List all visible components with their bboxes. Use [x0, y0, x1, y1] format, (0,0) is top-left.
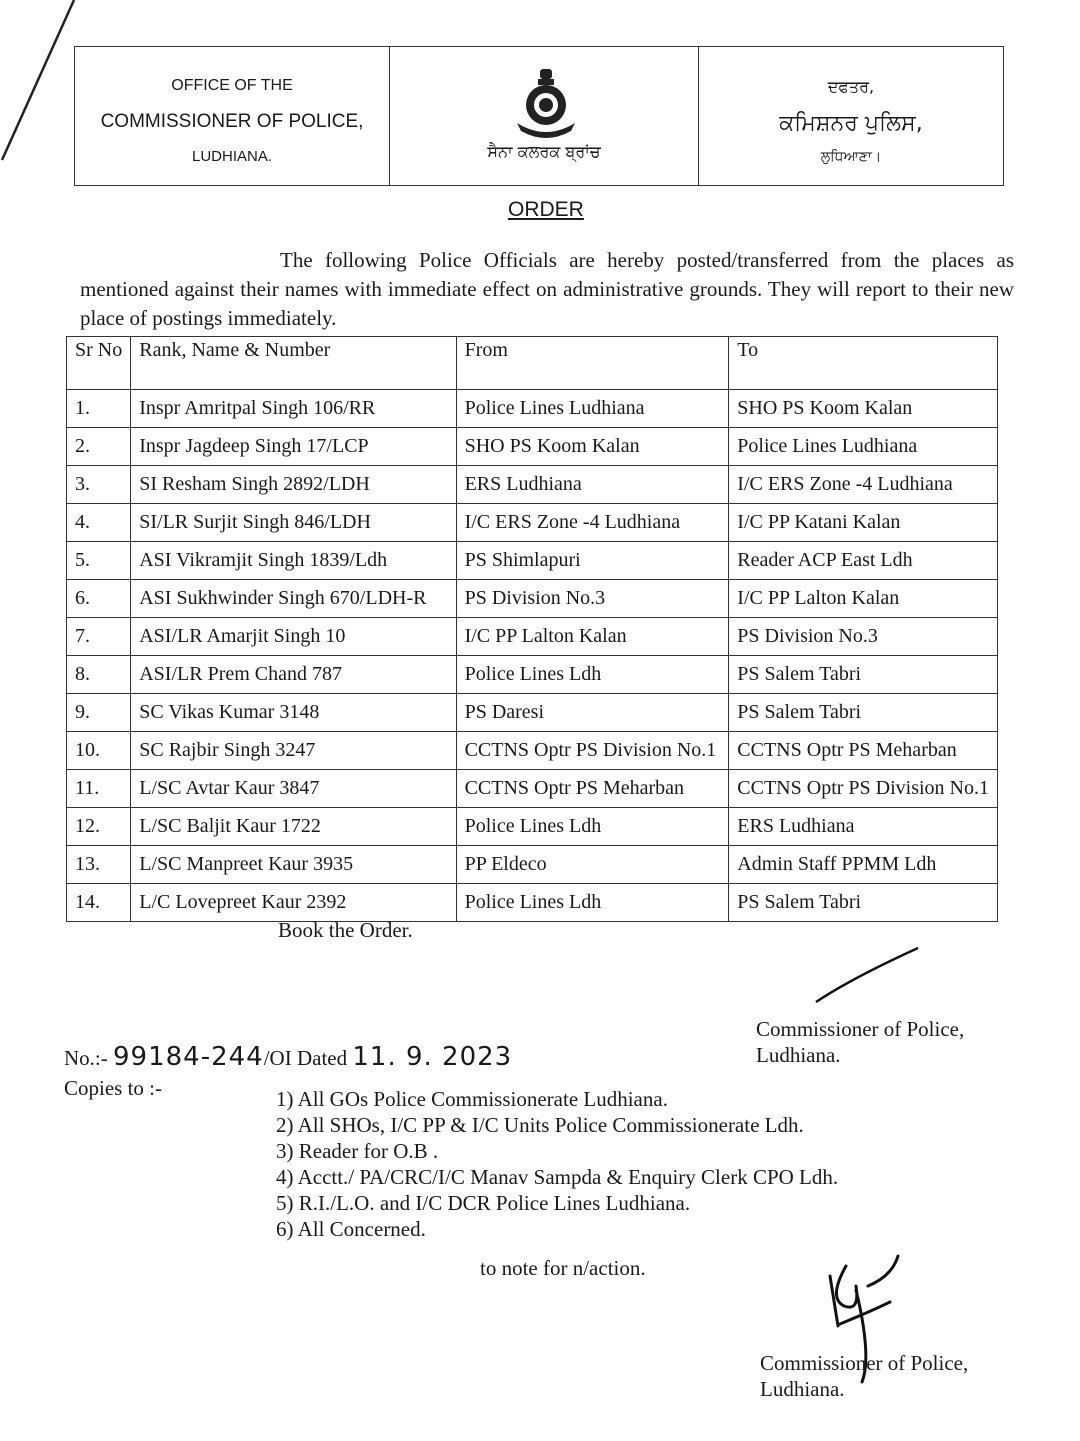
- city-line: LUDHIANA.: [191, 148, 273, 165]
- cell-rank-name-number: L/SC Manpreet Kaur 3935: [131, 846, 456, 884]
- header-rank-name-number: Rank, Name & Number: [131, 337, 456, 390]
- dispatch-number: 99184-244: [113, 1042, 264, 1072]
- copy-recipient: 2) All SHOs, I/C PP & I/C Units Police Commissionerate Ldh.: [276, 1113, 804, 1137]
- note-line: to note for n/action.: [480, 1256, 646, 1280]
- cell-rank-name-number: Inspr Amritpal Singh 106/RR: [131, 390, 456, 428]
- cell-sr-no: 3.: [67, 466, 131, 504]
- cell-rank-name-number: SC Rajbir Singh 3247: [131, 732, 456, 770]
- table-row: [67, 428, 998, 466]
- cell-rank-name-number: ASI Vikramjit Singh 1839/Ldh: [131, 542, 456, 580]
- cell-to: I/C PP Katani Kalan: [729, 504, 998, 542]
- cell-sr-no: 6.: [67, 580, 131, 618]
- cell-to: SHO PS Koom Kalan: [729, 390, 998, 428]
- cell-sr-no: 11.: [67, 770, 131, 808]
- table-row: [67, 884, 998, 922]
- copy-recipient: 5) R.I./L.O. and I/C DCR Police Lines Ludhiana.: [276, 1191, 691, 1215]
- cell-rank-name-number: L/SC Avtar Kaur 3847: [131, 770, 456, 808]
- header-from: From: [456, 337, 729, 390]
- order-title: ORDER: [508, 198, 584, 221]
- cell-sr-no: 1.: [67, 390, 131, 428]
- table-row: [67, 656, 998, 694]
- table-row: [67, 732, 998, 770]
- table-row: [67, 580, 998, 618]
- cell-from: Police Lines Ludhiana: [456, 390, 729, 428]
- cell-sr-no: 5.: [67, 542, 131, 580]
- cell-sr-no: 10.: [67, 732, 131, 770]
- cell-to: PS Salem Tabri: [729, 884, 998, 922]
- cell-to: CCTNS Optr PS Division No.1: [729, 770, 998, 808]
- cell-sr-no: 7.: [67, 618, 131, 656]
- postings-table: [66, 336, 998, 922]
- table-row: [67, 770, 998, 808]
- cell-to: PS Division No.3: [729, 618, 998, 656]
- punjabi-city-line: ਲੁਧਿਆਣਾ।: [820, 149, 882, 165]
- cell-sr-no: 9.: [67, 694, 131, 732]
- book-the-order: Book the Order.: [278, 918, 413, 942]
- cell-from: Police Lines Ldh: [456, 884, 729, 922]
- copies-list: [276, 1086, 838, 1242]
- signature-title: Commissioner of Police,: [756, 1017, 965, 1041]
- copy-recipient: 1) All GOs Police Commissionerate Ludhiana.: [276, 1087, 668, 1111]
- header-sr-no: Sr No: [67, 337, 131, 390]
- table-row: [67, 466, 998, 504]
- cell-to: Admin Staff PPMM Ldh: [729, 846, 998, 884]
- cell-to: PS Salem Tabri: [729, 656, 998, 694]
- cell-rank-name-number: ASI/LR Amarjit Singh 10: [131, 618, 456, 656]
- cell-rank-name-number: Inspr Jagdeep Singh 17/LCP: [131, 428, 456, 466]
- table-header-row: [67, 337, 998, 390]
- commissioner-line: COMMISSIONER OF POLICE,: [100, 111, 364, 132]
- copy-recipient: 4) Acctt./ PA/CRC/I/C Manav Sampda & Enquiry Clerk CPO Ldh.: [276, 1165, 839, 1189]
- cell-rank-name-number: L/C Lovepreet Kaur 2392: [131, 884, 456, 922]
- cell-sr-no: 14.: [67, 884, 131, 922]
- cell-from: I/C ERS Zone -4 Ludhiana: [456, 504, 729, 542]
- letterhead-emblem: [390, 47, 699, 185]
- cell-rank-name-number: ASI/LR Prem Chand 787: [131, 656, 456, 694]
- cell-to: PS Salem Tabri: [729, 694, 998, 732]
- cell-sr-no: 8.: [67, 656, 131, 694]
- cell-sr-no: 13.: [67, 846, 131, 884]
- branch-label: ਸੈਨਾ ਕਲਰਕ ਬ੍ਰਾਂਚ: [487, 142, 601, 161]
- signature-title: Commissioner of Police,: [760, 1351, 969, 1375]
- cell-from: Police Lines Ldh: [456, 808, 729, 846]
- copies-label: Copies to :-: [64, 1076, 162, 1100]
- cell-from: CCTNS Optr PS Meharban: [456, 770, 729, 808]
- cell-to: CCTNS Optr PS Meharban: [729, 732, 998, 770]
- cell-sr-no: 12.: [67, 808, 131, 846]
- letterhead-punjabi: [699, 47, 1003, 185]
- cell-to: ERS Ludhiana: [729, 808, 998, 846]
- cell-sr-no: 2.: [67, 428, 131, 466]
- dispatch-date: 11. 9. 2023: [352, 1042, 513, 1072]
- office-of-line: OFFICE OF THE: [171, 77, 293, 94]
- table-row: [67, 618, 998, 656]
- letterhead-english: [75, 47, 390, 185]
- table-row: [67, 846, 998, 884]
- cell-rank-name-number: L/SC Baljit Kaur 1722: [131, 808, 456, 846]
- cell-to: Police Lines Ludhiana: [729, 428, 998, 466]
- cell-from: CCTNS Optr PS Division No.1: [456, 732, 729, 770]
- dispatch-line: [64, 1044, 512, 1071]
- copy-recipient: 6) All Concerned.: [276, 1217, 426, 1241]
- cell-from: PS Shimlapuri: [456, 542, 729, 580]
- table-body: [67, 390, 998, 922]
- table-row: [67, 542, 998, 580]
- cell-from: I/C PP Lalton Kalan: [456, 618, 729, 656]
- copy-recipient: 3) Reader for O.B .: [276, 1139, 439, 1163]
- cell-to: I/C PP Lalton Kalan: [729, 580, 998, 618]
- cell-to: I/C ERS Zone -4 Ludhiana: [729, 466, 998, 504]
- cell-rank-name-number: ASI Sukhwinder Singh 670/LDH-R: [131, 580, 456, 618]
- punjabi-commissioner-line: ਕਮਿਸ਼ਨਰ ਪੁਲਿਸ,: [779, 111, 923, 136]
- cell-rank-name-number: SI Resham Singh 2892/LDH: [131, 466, 456, 504]
- signature-city: Ludhiana.: [760, 1377, 845, 1401]
- header-to: To: [729, 337, 998, 390]
- table-row: [67, 390, 998, 428]
- dispatch-no-label: No.:-: [64, 1046, 108, 1070]
- signature-mark: [812, 944, 922, 1006]
- cell-sr-no: 4.: [67, 504, 131, 542]
- margin-stroke: [0, 0, 80, 200]
- letterhead: [74, 46, 1004, 186]
- cell-rank-name-number: SC Vikas Kumar 3148: [131, 694, 456, 732]
- order-intro: The following Police Officials are hereby posted/transferred from the places as mentioned against their names with immediate effect on administrative grounds. They will report to their new place of postings immediately.: [80, 248, 1014, 330]
- cell-from: SHO PS Koom Kalan: [456, 428, 729, 466]
- table-row: [67, 694, 998, 732]
- table-row: [67, 504, 998, 542]
- police-emblem-icon: [511, 67, 581, 139]
- signature-city: Ludhiana.: [756, 1043, 841, 1067]
- cell-from: ERS Ludhiana: [456, 466, 729, 504]
- dispatch-suffix: /OI Dated: [263, 1046, 348, 1070]
- cell-from: PS Division No.3: [456, 580, 729, 618]
- cell-from: PP Eldeco: [456, 846, 729, 884]
- cell-rank-name-number: SI/LR Surjit Singh 846/LDH: [131, 504, 456, 542]
- table-row: [67, 808, 998, 846]
- cell-to: Reader ACP East Ldh: [729, 542, 998, 580]
- punjabi-office-line: ਦਫਤਰ,: [827, 77, 875, 96]
- signature-block-2: [760, 1350, 968, 1402]
- cell-from: Police Lines Ldh: [456, 656, 729, 694]
- cell-from: PS Daresi: [456, 694, 729, 732]
- signature-block-1: [756, 1016, 964, 1068]
